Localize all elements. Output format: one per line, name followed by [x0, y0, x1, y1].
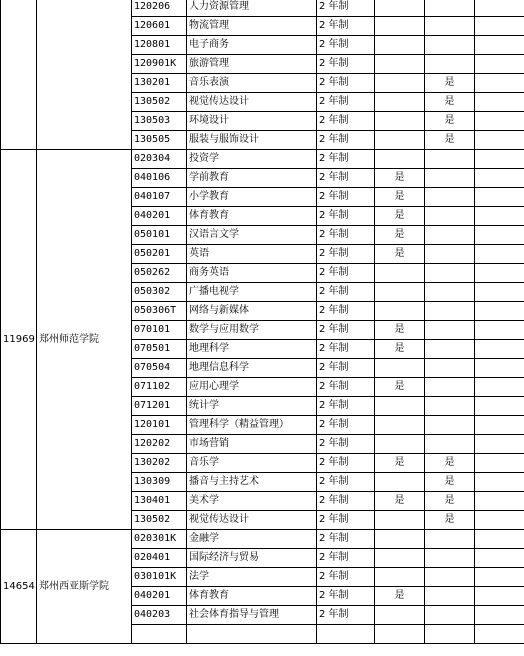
major-code-cell: 120206: [132, 0, 187, 17]
duration-cell: 2 年制: [317, 473, 375, 492]
flag-b-cell: [425, 302, 475, 321]
major-name-cell: 美术学: [187, 492, 317, 511]
major-code-cell: 071201: [132, 397, 187, 416]
major-name-cell: 音乐表演: [187, 74, 317, 93]
flag-a-cell: [375, 397, 425, 416]
flag-a-cell: [375, 112, 425, 131]
empty-cell: [475, 549, 524, 568]
major-name-cell: 社会体育指导与管理: [187, 606, 317, 625]
major-code-cell: 050306T: [132, 302, 187, 321]
empty-cell: [475, 150, 524, 169]
major-name-cell: 学前教育: [187, 169, 317, 188]
duration-cell: 2 年制: [317, 226, 375, 245]
flag-b-cell: [425, 226, 475, 245]
flag-a-cell: [375, 264, 425, 283]
empty-cell: [475, 245, 524, 264]
major-code-cell: 130309: [132, 473, 187, 492]
duration-cell: 2 年制: [317, 340, 375, 359]
duration-cell: 2 年制: [317, 359, 375, 378]
empty-cell: [475, 473, 524, 492]
empty-cell: [475, 112, 524, 131]
flag-a-cell: [375, 93, 425, 112]
major-name-cell: 地理科学: [187, 340, 317, 359]
duration-cell: 2 年制: [317, 302, 375, 321]
major-code-cell: 050101: [132, 226, 187, 245]
empty-cell: [475, 511, 524, 530]
empty-cell: [187, 625, 317, 644]
major-code-cell: 130502: [132, 93, 187, 112]
major-code-cell: 130202: [132, 454, 187, 473]
major-code-cell: 020301K: [132, 530, 187, 549]
flag-b-cell: 是: [425, 93, 475, 112]
major-code-cell: 050262: [132, 264, 187, 283]
duration-cell: 2 年制: [317, 606, 375, 625]
major-name-cell: 视觉传达设计: [187, 511, 317, 530]
duration-cell: 2 年制: [317, 321, 375, 340]
empty-cell: [475, 530, 524, 549]
major-code-cell: 050302: [132, 283, 187, 302]
empty-cell: [475, 131, 524, 150]
duration-cell: 2 年制: [317, 530, 375, 549]
flag-a-cell: [375, 435, 425, 454]
flag-b-cell: 是: [425, 473, 475, 492]
flag-b-cell: [425, 283, 475, 302]
duration-cell: 2 年制: [317, 93, 375, 112]
major-name-cell: 环境设计: [187, 112, 317, 131]
empty-cell: [475, 188, 524, 207]
major-name-cell: 人力资源管理: [187, 0, 317, 17]
duration-cell: 2 年制: [317, 36, 375, 55]
major-code-cell: 130505: [132, 131, 187, 150]
flag-b-cell: [425, 55, 475, 74]
flag-b-cell: [425, 587, 475, 606]
empty-cell: [375, 625, 425, 644]
flag-b-cell: [425, 340, 475, 359]
duration-cell: 2 年制: [317, 245, 375, 264]
empty-cell: [475, 454, 524, 473]
duration-cell: 2 年制: [317, 511, 375, 530]
empty-cell: [132, 625, 187, 644]
major-name-cell: 服装与服饰设计: [187, 131, 317, 150]
flag-b-cell: [425, 435, 475, 454]
major-name-cell: 视觉传达设计: [187, 93, 317, 112]
duration-cell: 2 年制: [317, 492, 375, 511]
school-code-cell: 14654: [1, 530, 37, 644]
flag-b-cell: 是: [425, 131, 475, 150]
duration-cell: 2 年制: [317, 378, 375, 397]
major-name-cell: 体育教育: [187, 587, 317, 606]
empty-cell: [475, 283, 524, 302]
flag-a-cell: [375, 359, 425, 378]
empty-cell: [475, 74, 524, 93]
empty-cell: [475, 207, 524, 226]
duration-cell: 2 年制: [317, 169, 375, 188]
duration-cell: 2 年制: [317, 587, 375, 606]
flag-b-cell: [425, 416, 475, 435]
major-name-cell: 网络与新媒体: [187, 302, 317, 321]
empty-cell: [475, 302, 524, 321]
major-code-cell: 040203: [132, 606, 187, 625]
flag-a-cell: [375, 0, 425, 17]
duration-cell: 2 年制: [317, 74, 375, 93]
empty-cell: [475, 359, 524, 378]
flag-b-cell: [425, 321, 475, 340]
major-code-cell: 120202: [132, 435, 187, 454]
flag-b-cell: [425, 245, 475, 264]
flag-b-cell: 是: [425, 492, 475, 511]
flag-a-cell: [375, 74, 425, 93]
major-name-cell: 地理信息科学: [187, 359, 317, 378]
duration-cell: 2 年制: [317, 55, 375, 74]
flag-a-cell: [375, 511, 425, 530]
flag-b-cell: [425, 207, 475, 226]
major-name-cell: 体育教育: [187, 207, 317, 226]
flag-a-cell: [375, 530, 425, 549]
empty-cell: [475, 36, 524, 55]
flag-b-cell: [425, 264, 475, 283]
flag-a-cell: 是: [375, 340, 425, 359]
duration-cell: 2 年制: [317, 17, 375, 36]
empty-cell: [475, 492, 524, 511]
empty-cell: [475, 93, 524, 112]
flag-a-cell: [375, 36, 425, 55]
flag-b-cell: [425, 36, 475, 55]
duration-cell: 2 年制: [317, 188, 375, 207]
empty-cell: [475, 435, 524, 454]
major-code-cell: 120101: [132, 416, 187, 435]
major-code-cell: 020401: [132, 549, 187, 568]
empty-cell: [475, 568, 524, 587]
flag-b-cell: [425, 397, 475, 416]
empty-cell: [475, 169, 524, 188]
major-code-cell: 040201: [132, 207, 187, 226]
school-code-cell: 11969: [1, 150, 37, 530]
empty-cell: [317, 625, 375, 644]
flag-a-cell: [375, 131, 425, 150]
flag-a-cell: 是: [375, 378, 425, 397]
major-code-cell: 120801: [132, 36, 187, 55]
flag-b-cell: [425, 169, 475, 188]
school-code-cell: [1, 0, 37, 150]
table-row: [1, 0, 524, 17]
duration-cell: 2 年制: [317, 112, 375, 131]
duration-cell: 2 年制: [317, 207, 375, 226]
major-code-cell: 030101K: [132, 568, 187, 587]
flag-a-cell: 是: [375, 492, 425, 511]
flag-a-cell: [375, 568, 425, 587]
major-name-cell: 市场营销: [187, 435, 317, 454]
major-name-cell: 电子商务: [187, 36, 317, 55]
flag-a-cell: [375, 283, 425, 302]
table-row: [1, 150, 524, 169]
major-code-cell: 130201: [132, 74, 187, 93]
flag-a-cell: 是: [375, 188, 425, 207]
empty-cell: [475, 17, 524, 36]
duration-cell: 2 年制: [317, 416, 375, 435]
empty-cell: [475, 321, 524, 340]
major-name-cell: 国际经济与贸易: [187, 549, 317, 568]
flag-a-cell: [375, 17, 425, 36]
major-code-cell: 120601: [132, 17, 187, 36]
flag-a-cell: 是: [375, 207, 425, 226]
major-code-cell: 020304: [132, 150, 187, 169]
major-name-cell: 英语: [187, 245, 317, 264]
major-name-cell: 金融学: [187, 530, 317, 549]
flag-a-cell: 是: [375, 226, 425, 245]
flag-a-cell: 是: [375, 245, 425, 264]
table-row: [1, 530, 524, 549]
major-code-cell: 071102: [132, 378, 187, 397]
major-code-cell: 130502: [132, 511, 187, 530]
empty-cell: [475, 340, 524, 359]
major-name-cell: 播音与主持艺术: [187, 473, 317, 492]
major-name-cell: 音乐学: [187, 454, 317, 473]
flag-a-cell: [375, 606, 425, 625]
major-code-cell: 050201: [132, 245, 187, 264]
major-name-cell: 汉语言文学: [187, 226, 317, 245]
major-code-cell: 040201: [132, 587, 187, 606]
major-name-cell: 数学与应用数学: [187, 321, 317, 340]
duration-cell: 2 年制: [317, 397, 375, 416]
empty-cell: [475, 0, 524, 17]
flag-b-cell: 是: [425, 454, 475, 473]
major-code-cell: 130503: [132, 112, 187, 131]
empty-cell: [475, 587, 524, 606]
empty-cell: [425, 625, 475, 644]
school-name-cell: 郑州西亚斯学院: [37, 530, 132, 644]
flag-b-cell: [425, 188, 475, 207]
flag-a-cell: [375, 473, 425, 492]
flag-b-cell: [425, 17, 475, 36]
major-name-cell: 小学教育: [187, 188, 317, 207]
duration-cell: 2 年制: [317, 568, 375, 587]
flag-a-cell: 是: [375, 169, 425, 188]
flag-a-cell: [375, 55, 425, 74]
duration-cell: 2 年制: [317, 283, 375, 302]
major-name-cell: 统计学: [187, 397, 317, 416]
major-code-cell: 070501: [132, 340, 187, 359]
flag-a-cell: 是: [375, 454, 425, 473]
major-code-cell: 070504: [132, 359, 187, 378]
empty-cell: [475, 55, 524, 74]
flag-b-cell: 是: [425, 112, 475, 131]
empty-cell: [475, 226, 524, 245]
duration-cell: 2 年制: [317, 454, 375, 473]
flag-b-cell: [425, 359, 475, 378]
flag-b-cell: 是: [425, 74, 475, 93]
flag-a-cell: [375, 150, 425, 169]
duration-cell: 2 年制: [317, 549, 375, 568]
flag-b-cell: [425, 606, 475, 625]
flag-a-cell: 是: [375, 321, 425, 340]
duration-cell: 2 年制: [317, 131, 375, 150]
school-name-cell: 郑州师范学院: [37, 150, 132, 530]
empty-cell: [475, 625, 524, 644]
flag-b-cell: [425, 530, 475, 549]
empty-cell: [475, 416, 524, 435]
major-code-cell: 130401: [132, 492, 187, 511]
major-name-cell: 投资学: [187, 150, 317, 169]
flag-b-cell: [425, 150, 475, 169]
flag-a-cell: [375, 302, 425, 321]
duration-cell: 2 年制: [317, 435, 375, 454]
major-name-cell: 广播电视学: [187, 283, 317, 302]
flag-b-cell: [425, 568, 475, 587]
major-code-cell: 070101: [132, 321, 187, 340]
major-code-cell: 120901K: [132, 55, 187, 74]
table-body: [1, 0, 524, 644]
flag-b-cell: [425, 549, 475, 568]
major-code-cell: 040107: [132, 188, 187, 207]
duration-cell: 2 年制: [317, 0, 375, 17]
flag-b-cell: [425, 378, 475, 397]
major-name-cell: 法学: [187, 568, 317, 587]
major-name-cell: 商务英语: [187, 264, 317, 283]
empty-cell: [475, 378, 524, 397]
flag-a-cell: 是: [375, 587, 425, 606]
flag-b-cell: [425, 0, 475, 17]
major-name-cell: 旅游管理: [187, 55, 317, 74]
empty-cell: [475, 397, 524, 416]
major-name-cell: 应用心理学: [187, 378, 317, 397]
major-code-cell: 040106: [132, 169, 187, 188]
duration-cell: 2 年制: [317, 264, 375, 283]
major-name-cell: 管理科学（精益管理）: [187, 416, 317, 435]
duration-cell: 2 年制: [317, 150, 375, 169]
school-name-cell: [37, 0, 132, 150]
flag-a-cell: [375, 416, 425, 435]
major-name-cell: 物流管理: [187, 17, 317, 36]
flag-b-cell: 是: [425, 511, 475, 530]
empty-cell: [475, 264, 524, 283]
flag-a-cell: [375, 549, 425, 568]
empty-cell: [475, 606, 524, 625]
